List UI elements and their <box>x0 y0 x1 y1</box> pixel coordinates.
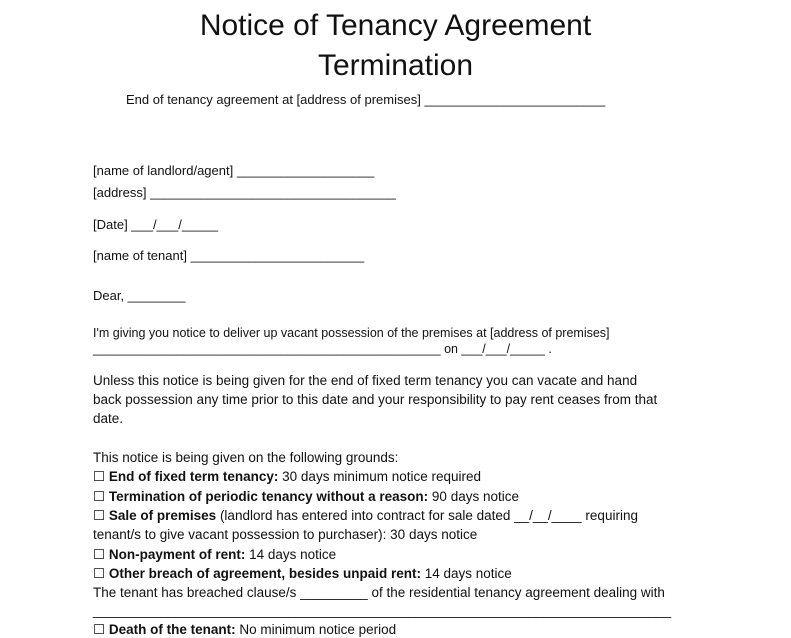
breach-line: The tenant has breached clause/s _________ of the residential tenancy agreement dealing with <box>93 585 665 600</box>
sale-cont-text: tenant/s to give vacant possession to purchaser): <box>93 527 387 542</box>
date-field: [Date] ___/___/_____ <box>93 217 219 232</box>
ground-detail: (landlord has entered into contract for sale dated __/__/____ requiring <box>216 508 638 523</box>
landlord-field: [name of landlord/agent] ___________________ <box>93 163 375 178</box>
breach-blank: _____________________________________________________________________________ <box>93 603 672 618</box>
unless-line-3: date. <box>93 411 124 426</box>
salutation: Dear, ________ <box>93 288 186 303</box>
checkbox[interactable]: ☐ <box>93 508 106 523</box>
ground-label: End of fixed term tenancy: <box>108 469 279 484</box>
checkbox[interactable]: ☐ <box>93 469 106 484</box>
ground-label: Sale of premises <box>108 508 217 523</box>
title-line-2: Termination <box>317 49 474 82</box>
ground-item[interactable] <box>93 489 519 505</box>
title-line-1: Notice of Tenancy Agreement <box>199 9 592 42</box>
subtitle: End of tenancy agreement at [address of premises] _________________________ <box>126 92 606 107</box>
ground-item[interactable] <box>93 622 396 638</box>
ground-item[interactable] <box>93 469 481 485</box>
checkbox[interactable]: ☐ <box>93 547 106 562</box>
sale-cont-detail: 30 days notice <box>386 527 478 542</box>
address-field: [address] __________________________________ <box>93 185 396 200</box>
ground-item[interactable] <box>93 566 512 582</box>
notice-line-2: __________________________________________________ on ___/___/_____ . <box>93 342 552 356</box>
ground-detail: 14 days notice <box>245 547 337 562</box>
grounds-intro: This notice is being given on the following grounds: <box>93 450 399 465</box>
ground-detail: 30 days minimum notice required <box>278 469 481 484</box>
tenant-field: [name of tenant] ________________________ <box>93 248 365 263</box>
notice-line-1: I'm giving you notice to deliver up vacant possession of the premises at [address of premises] <box>93 326 610 340</box>
checkbox[interactable]: ☐ <box>93 566 106 581</box>
ground-item[interactable] <box>93 508 638 524</box>
ground-detail: 90 days notice <box>428 489 519 504</box>
ground-label: Termination of periodic tenancy without a reason: <box>108 489 429 504</box>
unless-line-2: back possession any time prior to this date and your responsibility to pay rent ceases from that <box>93 392 658 407</box>
ground-detail: 14 days notice <box>420 566 512 581</box>
ground-item[interactable] <box>93 547 336 563</box>
unless-line-1: Unless this notice is being given for the end of fixed term tenancy you can vacate and hand <box>93 373 638 388</box>
ground-label: Other breach of agreement, besides unpaid rent: <box>108 566 421 581</box>
sale-continuation <box>93 527 477 542</box>
ground-label: Death of the tenant: <box>108 622 236 637</box>
ground-detail: No minimum notice period <box>235 622 397 637</box>
checkbox[interactable]: ☐ <box>93 622 106 637</box>
ground-label: Non-payment of rent: <box>108 547 246 562</box>
checkbox[interactable]: ☐ <box>93 489 106 504</box>
